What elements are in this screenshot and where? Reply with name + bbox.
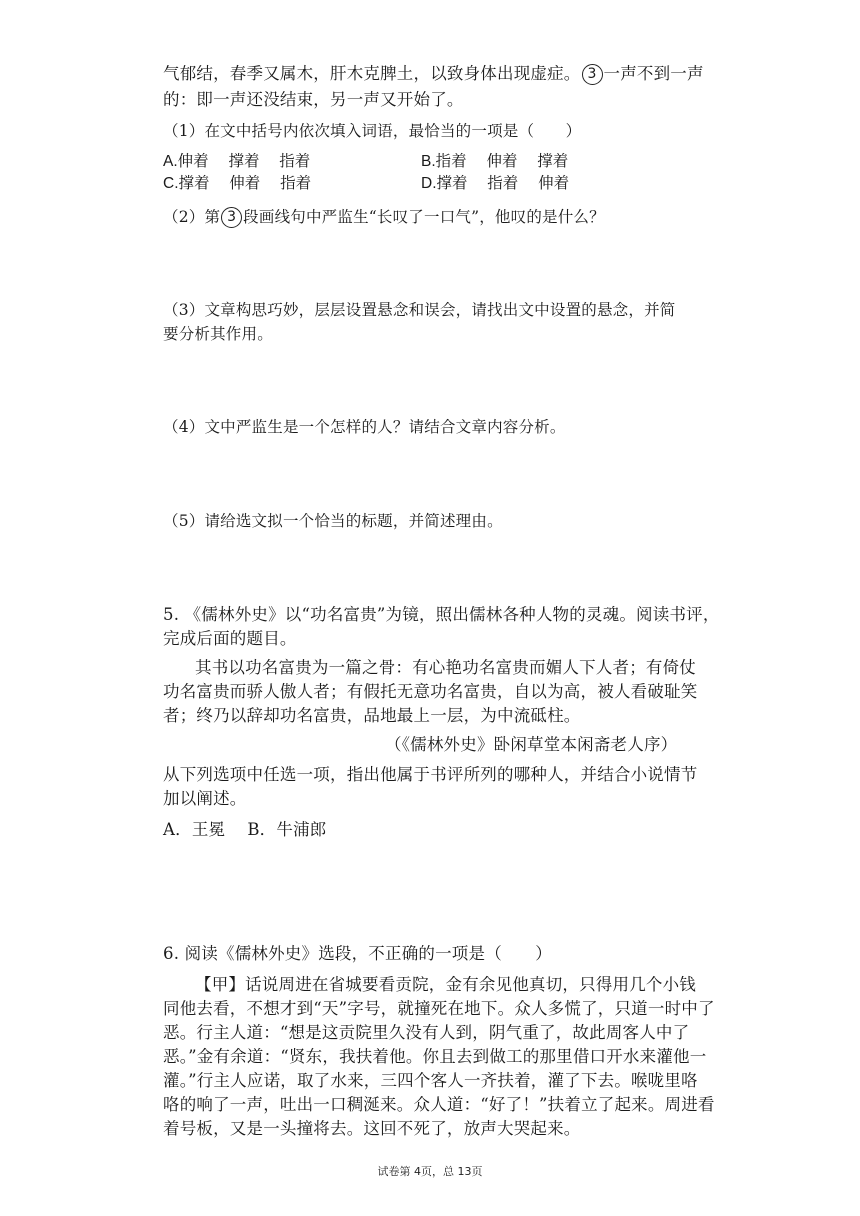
section-6-stem: 6. 阅读《儒林外史》选段，不正确的一项是（ ） [163,944,552,963]
section-5-task-1: 从下列选项中任选一项，指出他属于书评所列的哪种人，并结合小说情节 [163,765,698,784]
option-c: C.撑着 伸着 指着 [163,175,312,192]
book-review-quote-1: 其书以功名富贵为一篇之骨：有心艳功名富贵而媚人下人者；有倚仗 [195,658,696,677]
passage-text: 一声不到一声 [603,64,704,83]
book-review-source: （《儒林外史》卧闲草堂本闲斋老人序） [385,735,678,754]
option-b: B.指着 伸着 撑着 [421,153,569,170]
passage-text: 气郁结，春季又属木，肝木克脾土，以致身体出现虚症。 [163,64,581,83]
option-a: A.伸着 撑着 指着 [163,153,311,170]
passage-line-2: 的：即一声还没结束，另一声又开始了。 [163,90,464,109]
question-text: （2）第 [163,208,221,226]
section-5-line-1: 5. 《儒林外史》以“功名富贵”为镜，照出儒林各种人物的灵魂。阅读书评， [163,605,720,624]
page-footer: 试卷第 4页，总 13页 [377,1165,483,1178]
section-6-para-line-5: 灌。”行主人应诺，取了水来，三四个客人一齐扶着，灌了下去。喉咙里咯 [163,1071,698,1090]
question-text: 段画线句中严监生“长叹了一口气”，他叹的是什么？ [243,208,605,226]
question-2-stem [163,205,605,229]
section-6-para-line-2: 同他去看，不想才到“天”字号，就撞死在地下。众人多慌了，只道一时中了 [163,999,715,1018]
section-6-para-line-1: 【甲】话说周进在省城要看贡院，金有余见他真切，只得用几个小钱 [195,975,696,994]
book-review-quote-3: 者；终乃以辞却功名富贵，品地最上一层，为中流砥柱。 [163,706,581,725]
question-4-stem: （4）文中严监生是一个怎样的人？请结合文章内容分析。 [163,418,566,436]
question-5-stem: （5）请给选文拟一个恰当的标题，并简述理由。 [163,512,503,530]
question-1-stem: （1）在文中括号内依次填入词语，最恰当的一项是（ ） [163,122,582,140]
section-5-choices: A．王冕 B．牛浦郎 [163,820,327,839]
passage-line-1 [163,62,704,86]
section-5-task-2: 加以阐述。 [163,789,247,808]
circled-number-3: 3 [582,64,603,85]
section-6-para-line-6: 咯的响了一声，吐出一口稠涎来。众人道：“好了！”扶着立了起来。周进看 [163,1095,715,1114]
book-review-quote-2: 功名富贵而骄人傲人者；有假托无意功名富贵，自以为高，被人看破耻笑 [163,682,698,701]
option-d: D.撑着 指着 伸着 [421,175,570,192]
section-6-para-line-3: 恶。行主人道：“想是这贡院里久没有人到，阴气重了，故此周客人中了 [163,1023,690,1042]
section-6-para-line-4: 恶。”金有余道：“贤东，我扶着他。你且去到做工的那里借口开水来灌他一 [163,1047,707,1066]
section-5-line-2: 完成后面的题目。 [163,629,297,648]
circled-number-3: 3 [221,207,242,228]
question-3-line-1: （3）文章构思巧妙，层层设置悬念和误会，请找出文中设置的悬念，并简 [163,301,676,319]
question-3-line-2: 要分析其作用。 [163,325,273,343]
section-6-para-line-7: 着号板，又是一头撞将去。这回不死了，放声大哭起来。 [163,1119,581,1138]
